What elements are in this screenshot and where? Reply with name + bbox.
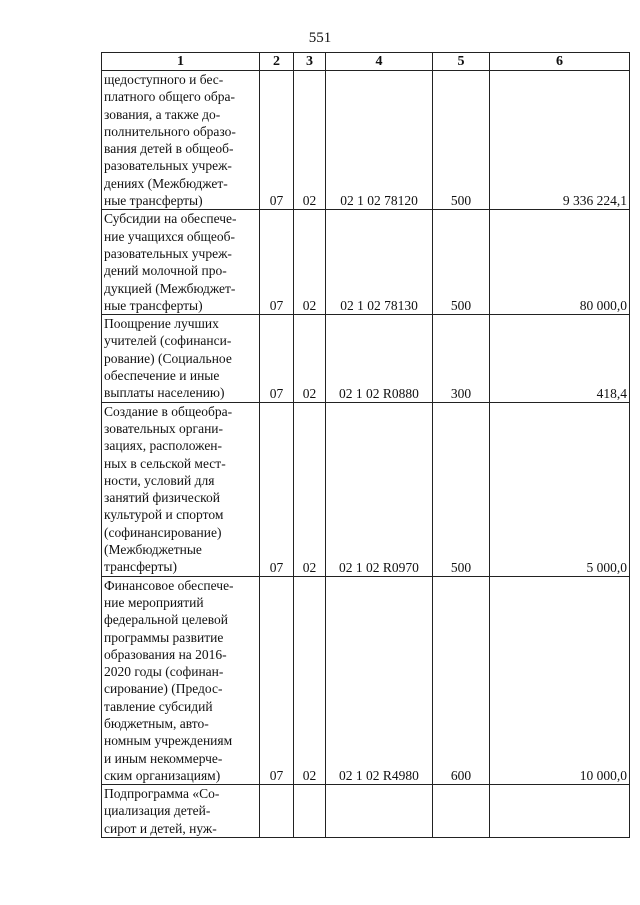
item-name-line: зациях, расположен- bbox=[104, 438, 223, 454]
item-name-line: ные трансферты) bbox=[104, 193, 203, 209]
amount-cell: 5 000,0 bbox=[490, 402, 630, 576]
item-name-line: ности, условий для bbox=[104, 472, 215, 488]
item-name-line: дениях (Межбюджет- bbox=[104, 175, 228, 191]
section-cell bbox=[260, 785, 294, 838]
amount-cell: 10 000,0 bbox=[490, 576, 630, 785]
item-name-cell bbox=[102, 785, 260, 838]
item-name-line: культурой и спортом bbox=[104, 507, 224, 523]
item-name-line: обеспечение и иные bbox=[104, 368, 220, 384]
amount-cell: 80 000,0 bbox=[490, 210, 630, 315]
amount-cell: 9 336 224,1 bbox=[490, 71, 630, 210]
item-name-line: трансферты) bbox=[104, 559, 177, 575]
item-name-line: федеральной целевой bbox=[104, 612, 228, 628]
table-header-row bbox=[102, 53, 630, 71]
item-name-line: занятий физической bbox=[104, 490, 220, 506]
column-header: 4 bbox=[326, 53, 433, 71]
column-header: 5 bbox=[433, 53, 490, 71]
item-name-line: (Межбюджетные bbox=[104, 542, 202, 558]
column-header: 2 bbox=[260, 53, 294, 71]
item-name-line: вания детей в общеоб- bbox=[104, 141, 234, 157]
item-name-line: зовательных органи- bbox=[104, 420, 224, 436]
item-name-line: и иным некоммерче- bbox=[104, 750, 223, 766]
amount-cell: 418,4 bbox=[490, 315, 630, 402]
item-name-line: Подпрограмма «Со- bbox=[104, 786, 220, 802]
column-header: 1 bbox=[102, 53, 260, 71]
item-name-cell bbox=[102, 402, 260, 576]
subsection-cell: 02 bbox=[294, 315, 326, 402]
section-cell: 07 bbox=[260, 210, 294, 315]
section-cell: 07 bbox=[260, 402, 294, 576]
budget-table bbox=[101, 52, 630, 838]
target-code-cell: 02 1 02 R0880 bbox=[326, 315, 433, 402]
table-row bbox=[102, 785, 630, 838]
item-name-line: ных в сельской мест- bbox=[104, 455, 226, 471]
item-name-line: номным учреждениям bbox=[104, 733, 233, 749]
item-name-line: платного общего обра- bbox=[104, 89, 235, 105]
item-name-cell bbox=[102, 576, 260, 785]
expense-type-cell: 500 bbox=[433, 71, 490, 210]
subsection-cell: 02 bbox=[294, 402, 326, 576]
item-name-line: полнительного образо- bbox=[104, 123, 236, 139]
item-name-line: дений молочной про- bbox=[104, 263, 227, 279]
item-name-line: 2020 годы (софинан- bbox=[104, 664, 224, 680]
target-code-cell bbox=[326, 785, 433, 838]
item-name-line: щедоступного и бес- bbox=[104, 72, 224, 87]
table-body bbox=[102, 71, 630, 838]
item-name-line: разовательных учреж- bbox=[104, 245, 232, 261]
target-code-cell: 02 1 02 78130 bbox=[326, 210, 433, 315]
item-name-line: тавление субсидий bbox=[104, 698, 213, 714]
subsection-cell bbox=[294, 785, 326, 838]
item-name-line: сирование) (Предос- bbox=[104, 681, 223, 697]
target-code-cell: 02 1 02 R0970 bbox=[326, 402, 433, 576]
target-code-cell: 02 1 02 R4980 bbox=[326, 576, 433, 785]
item-name-line: (софинансирование) bbox=[104, 524, 222, 540]
item-name-line: учителей (софинанси- bbox=[104, 333, 232, 349]
item-name-line: ные трансферты) bbox=[104, 297, 203, 313]
expense-type-cell: 300 bbox=[433, 315, 490, 402]
expense-type-cell: 500 bbox=[433, 402, 490, 576]
item-name-line: образования на 2016- bbox=[104, 646, 227, 662]
item-name-line: программы развитие bbox=[104, 629, 224, 645]
item-name-line: ние учащихся общеоб- bbox=[104, 228, 236, 244]
item-name-line: Субсидии на обеспече- bbox=[104, 211, 237, 227]
table-row bbox=[102, 576, 630, 785]
item-name-line: рование) (Социальное bbox=[104, 350, 232, 366]
item-name-line: зования, а также до- bbox=[104, 106, 221, 122]
item-name-line: Создание в общеобра- bbox=[104, 403, 233, 419]
table-row bbox=[102, 210, 630, 315]
section-cell: 07 bbox=[260, 315, 294, 402]
item-name-line: циализация детей- bbox=[104, 803, 211, 819]
item-name-line: ние мероприятий bbox=[104, 594, 204, 610]
item-name-line: ским организациям) bbox=[104, 767, 221, 783]
item-name-line: Финансовое обеспече- bbox=[104, 577, 234, 593]
column-header: 6 bbox=[490, 53, 630, 71]
table-row bbox=[102, 402, 630, 576]
subsection-cell: 02 bbox=[294, 210, 326, 315]
item-name-line: разовательных учреж- bbox=[104, 158, 232, 174]
item-name-cell bbox=[102, 315, 260, 402]
expense-type-cell: 500 bbox=[433, 210, 490, 315]
section-cell: 07 bbox=[260, 576, 294, 785]
target-code-cell: 02 1 02 78120 bbox=[326, 71, 433, 210]
item-name-line: Поощрение лучших bbox=[104, 316, 219, 332]
item-name-line: выплаты населению) bbox=[104, 385, 225, 401]
item-name-line: дукцией (Межбюджет- bbox=[104, 280, 236, 296]
expense-type-cell: 600 bbox=[433, 576, 490, 785]
page-number: 551 bbox=[308, 30, 332, 46]
section-cell: 07 bbox=[260, 71, 294, 210]
table-row bbox=[102, 71, 630, 210]
column-header: 3 bbox=[294, 53, 326, 71]
expense-type-cell bbox=[433, 785, 490, 838]
item-name-line: бюджетным, авто- bbox=[104, 715, 209, 731]
item-name-cell bbox=[102, 71, 260, 210]
table-row bbox=[102, 315, 630, 402]
subsection-cell: 02 bbox=[294, 71, 326, 210]
amount-cell bbox=[490, 785, 630, 838]
item-name-line: сирот и детей, нуж- bbox=[104, 820, 217, 836]
subsection-cell: 02 bbox=[294, 576, 326, 785]
item-name-cell bbox=[102, 210, 260, 315]
